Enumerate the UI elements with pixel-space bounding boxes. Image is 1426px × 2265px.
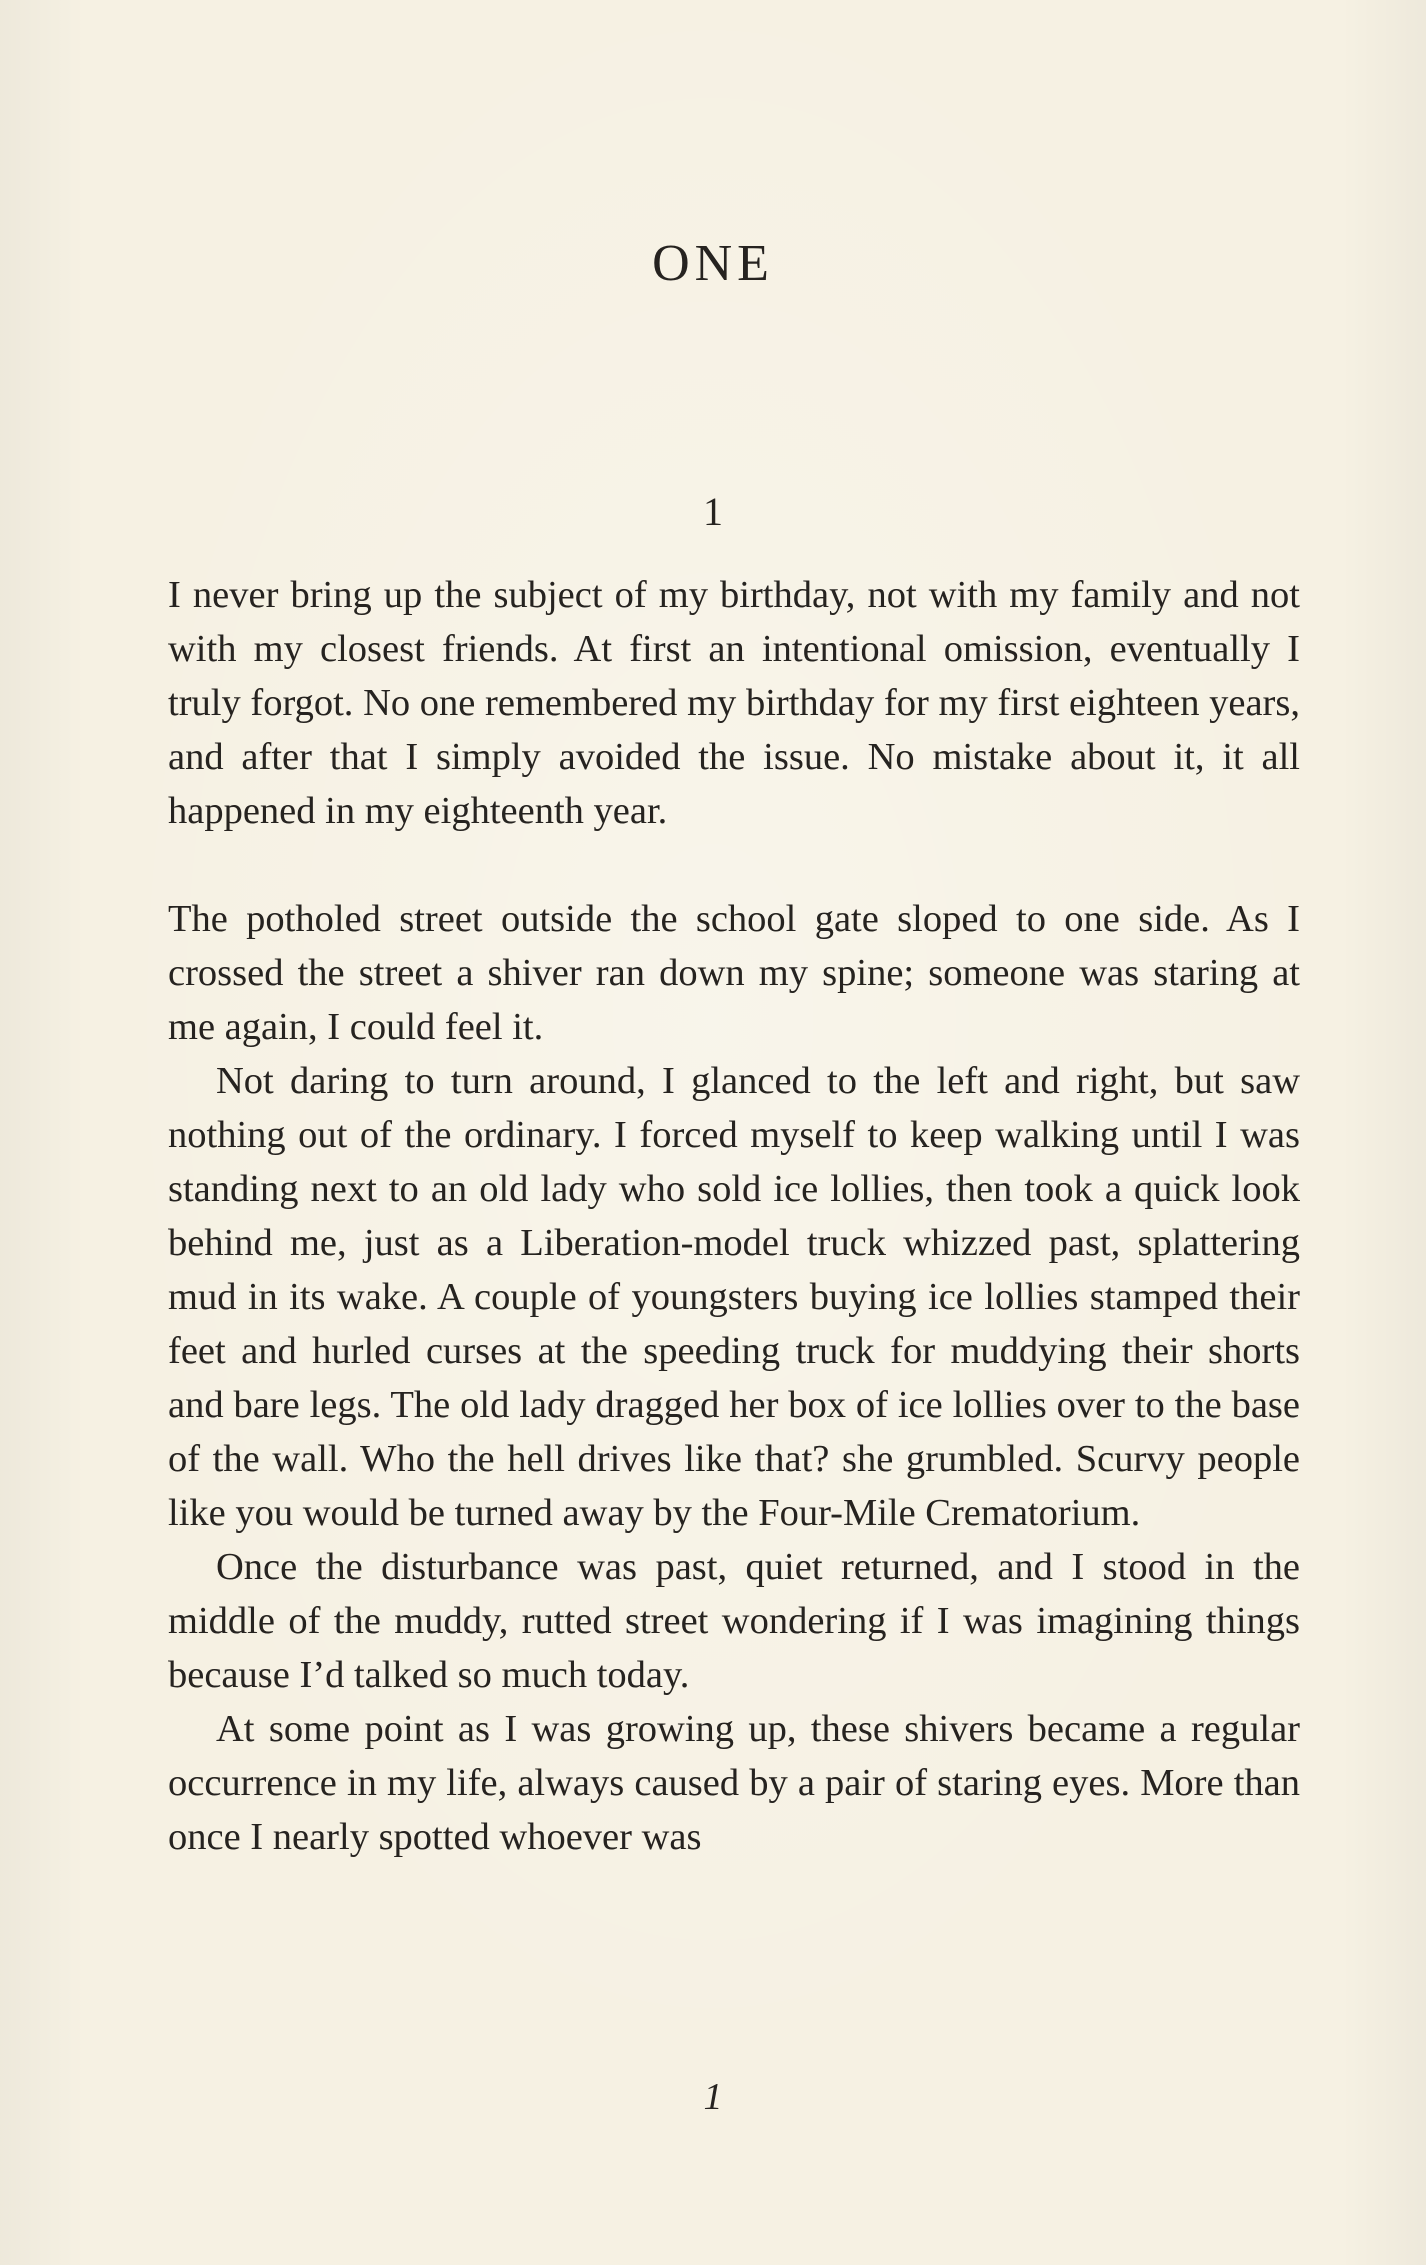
paragraph-shivers: At some point as I was growing up, these shivers became a regular occurrence in my life, always caused by a pair of staring eyes. More than once I nearly spotted whoever was [168, 1708, 1300, 1858]
paragraph-quiet: Once the disturbance was past, quiet returned, and I stood in the middle of the muddy, rutted street wondering if I was imagining things because I’d talked so much today. [168, 1546, 1300, 1696]
paragraph-opening: I never bring up the subject of my birthday, not with my family and not with my closest friends. At first an intentional omission, eventually I truly forgot. No one remembered my birthday for my first eighteen years, and after that I simply avoided the issue. No mistake about it, it all happened in my eighteenth year. [168, 574, 1300, 832]
page-number: 1 [703, 2076, 723, 2118]
body-text [168, 568, 1300, 1864]
section-number: 1 [703, 489, 723, 534]
paragraph-truck: Not daring to turn around, I glanced to the left and right, but saw nothing out of the ordinary. I forced myself to keep walking until I was standing next to an old lady who sold ice lollies, then took a quick look behind me, just as a Liberation-model truck whizzed past, splattering mud in its wake. A couple of youngsters buying ice lollies stamped their feet and hurled curses at the speeding truck for muddying their shorts and bare legs. The old lady dragged her box of ice lollies over to the base of the wall. Who the hell drives like that? she grumbled. Scurvy people like you would be turned away by the Four-Mile Crematorium. [168, 1060, 1300, 1534]
chapter-title: ONE [652, 235, 774, 292]
paragraph-street: The potholed street outside the school gate sloped to one side. As I crossed the street a shiver ran down my spine; someone was staring at me again, I could feel it. [168, 898, 1300, 1048]
